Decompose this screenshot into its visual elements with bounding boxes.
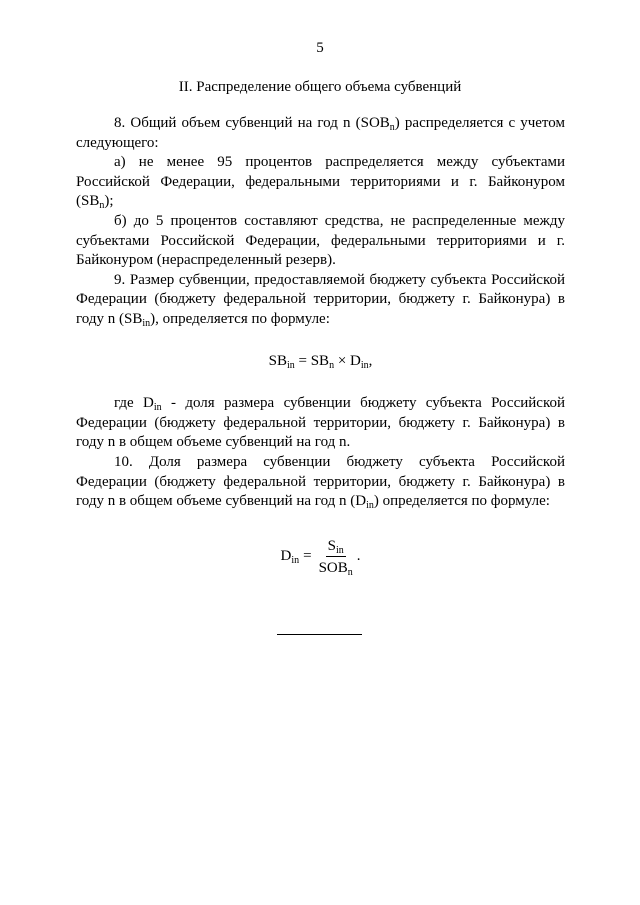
f2-num-sub: in — [335, 544, 344, 556]
paragraph-b: б) до 5 процентов составляют средства, не распределенные между субъектами Российской Федерации, федеральными территориями и г. Байконуром (нераспределенный резерв). — [76, 212, 565, 269]
f1-lhs: SB — [268, 352, 287, 369]
f1-end: , — [368, 352, 373, 369]
where-text-a: где D — [114, 395, 154, 412]
f1-op2: × D — [334, 352, 361, 369]
p10-text-a: 10. Доля размера субвенции бюджету субъекта Российской Федерации (бюджету федеральной территории, бюджету г. Байконура) в году n в общем объеме субвенций на год n (D — [76, 453, 565, 510]
f2-lhs — [280, 547, 299, 567]
pa-sub: n — [99, 200, 105, 212]
f2-fraction — [317, 537, 355, 577]
f2-lhs-text: D — [280, 547, 292, 564]
f2-den-text: SOB — [318, 559, 348, 576]
paragraph-8 — [76, 114, 565, 153]
p10-sub: in — [366, 500, 374, 512]
paragraph-9 — [76, 271, 565, 330]
f2-den-sub: n — [347, 566, 353, 578]
page-number: 5 — [316, 40, 324, 56]
paragraph-where — [76, 394, 565, 453]
p10-text-b: ) определяется по формуле: — [373, 493, 550, 510]
closing-rule — [277, 634, 362, 635]
p9-sub: in — [142, 317, 151, 329]
pa-text-b: ); — [104, 193, 114, 210]
p8-text-a: 8. Общий объем субвенций на год n (SOB — [114, 115, 390, 131]
section-heading: II. Распределение общего объема субвенций — [178, 79, 462, 95]
f1-op2-sub: in — [360, 359, 369, 371]
p9-text-a: 9. Размер субвенции, предоставляемой бюджету субъекта Российской Федерации (бюджету федеральной территории, бюджету г. Байконура) в году n (SB — [76, 271, 565, 327]
paragraph-a — [76, 153, 565, 212]
f2-denominator — [317, 557, 355, 577]
f2-numerator — [326, 537, 346, 557]
where-text-b: - доля размера субвенции бюджету субъекта Российской Федерации (бюджету федеральной территории, бюджету г. Байконура) в году n в общем объеме субвенций на год n. — [76, 395, 565, 451]
f1-lhs-sub: in — [286, 359, 295, 371]
p8-text-b: ) распределяется с учетом следующего: — [76, 115, 565, 151]
f2-equals: = — [303, 547, 312, 564]
formula-sb-in — [76, 352, 565, 372]
f1-op1: = SB — [294, 352, 330, 369]
f1-op1-sub: n — [329, 359, 335, 371]
paragraph-10 — [76, 453, 565, 512]
f2-end: . — [356, 547, 361, 564]
pa-text-a: а) не менее 95 процентов распределяется между субъектами Российской Федерации, федеральными территориями и г. Байконуром (SB — [76, 154, 565, 210]
p9-text-b: ), определяется по формуле: — [150, 310, 330, 327]
f2-num-text: S — [327, 537, 336, 554]
formula-d-in — [76, 537, 565, 577]
document-body — [76, 114, 565, 577]
where-sub: in — [153, 402, 162, 414]
p8-sub: n — [389, 122, 395, 133]
f2-lhs-sub: in — [291, 554, 300, 566]
